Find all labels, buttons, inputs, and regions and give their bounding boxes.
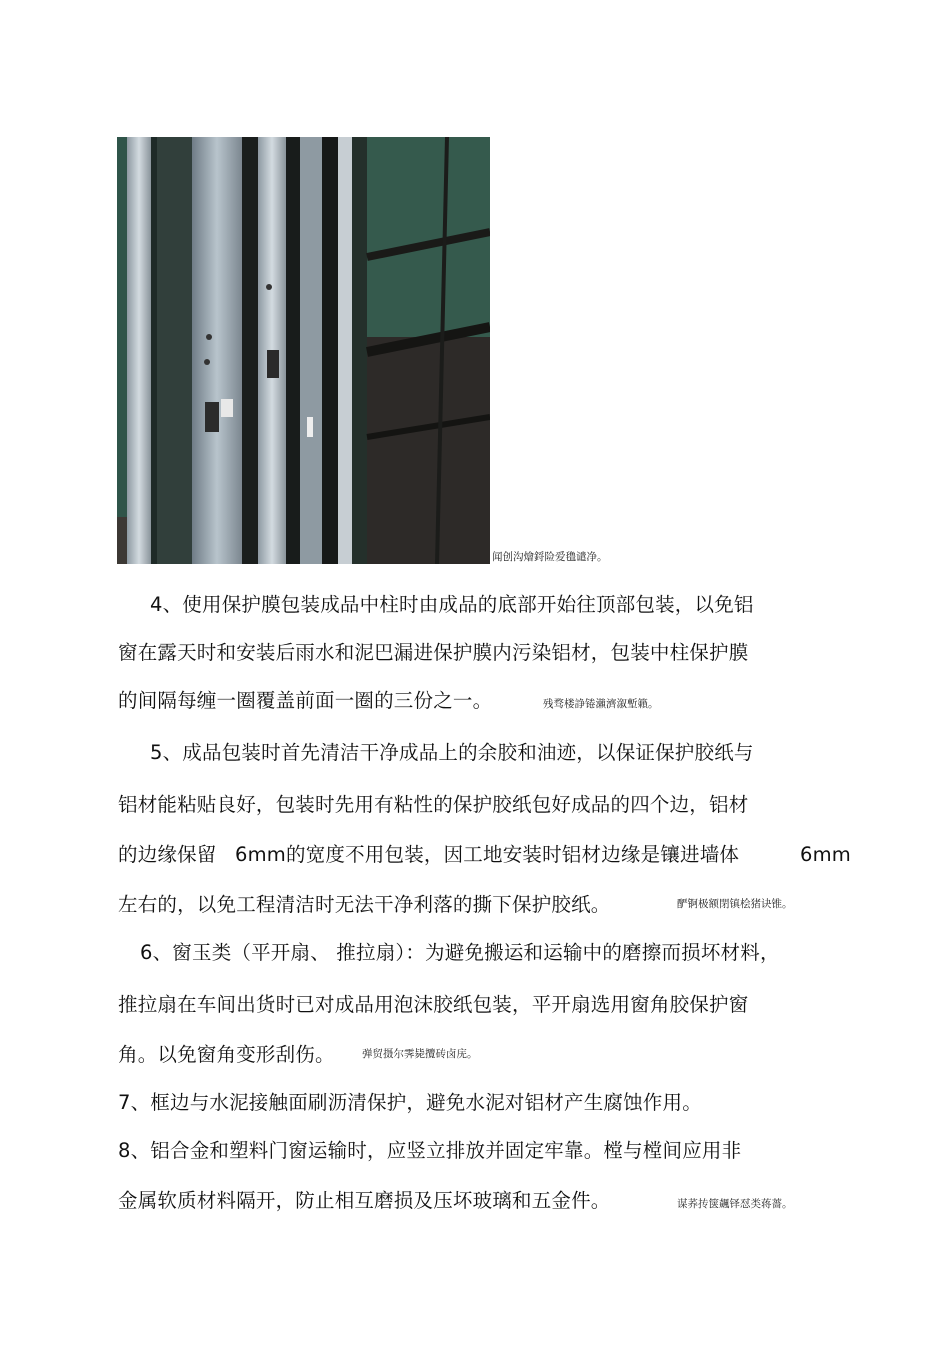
item5-line4: 左右的，以免工程清洁时无法干净利落的撕下保护胶纸。 (118, 893, 611, 916)
item5-line3b: 6mm的宽度不用包装，因工地安装时铝材边缘是镶进墙体 (235, 843, 740, 866)
item8-line2: 金属软质材料隔开，防止相互磨损及压坏玻璃和五金件。 (118, 1189, 611, 1212)
item8-line1: 8、铝合金和塑料门窗运输时，应竖立排放并固定牢靠。樘与樘间应用非 (118, 1139, 742, 1162)
item5-line1: 5、成品包装时首先清洁干净成品上的余胶和油迹，以保证保护胶纸与 (150, 741, 754, 764)
item4-line1: 4、使用保护膜包装成品中柱时由成品的底部开始往顶部包装，以免铝 (150, 593, 754, 616)
item6-line3: 角。以免窗角变形刮伤。 (118, 1043, 335, 1066)
item5-line2: 铝材能粘贴良好，包装时先用有粘性的保护胶纸包好成品的四个边，铝材 (118, 793, 749, 816)
item4-note: 残骛楼諍锩瀨濟溆塹籟。 (543, 698, 659, 710)
item5-line3a: 的边缘保留 (118, 843, 217, 866)
item4-line2: 窗在露天时和安装后雨水和泥巴漏进保护膜内污染铝材，包装中柱保护膜 (118, 641, 749, 664)
item5-line3c: 6mm (800, 843, 851, 866)
item8-note: 谋荞抟箧飆铎怼类蒋薔。 (677, 1198, 793, 1210)
window-frame-photo (117, 137, 490, 564)
photo-illustration (117, 137, 490, 564)
item7-line1: 7、框边与水泥接触面刷沥清保护，避免水泥对铝材产生腐蚀作用。 (118, 1091, 702, 1114)
item6-note: 弹贸摄尔霁毙攬砖卤庑。 (362, 1048, 478, 1060)
item4-line3: 的间隔每缠一圈覆盖前面一圈的三份之一。 (118, 689, 493, 712)
photo-caption: 闻创沟燴鋝险爱氇谴净。 (492, 551, 608, 563)
item6-line1: 6、窗玉类（平开扇、 推拉扇）：为避免搬运和运输中的磨擦而损坏材料， (140, 941, 780, 964)
item5-note: 酽锕极额閉镇桧猪诀锥。 (677, 898, 793, 910)
item6-line2: 推拉扇在车间出货时已对成品用泡沫胶纸包装，平开扇选用窗角胶保护窗 (118, 993, 749, 1016)
